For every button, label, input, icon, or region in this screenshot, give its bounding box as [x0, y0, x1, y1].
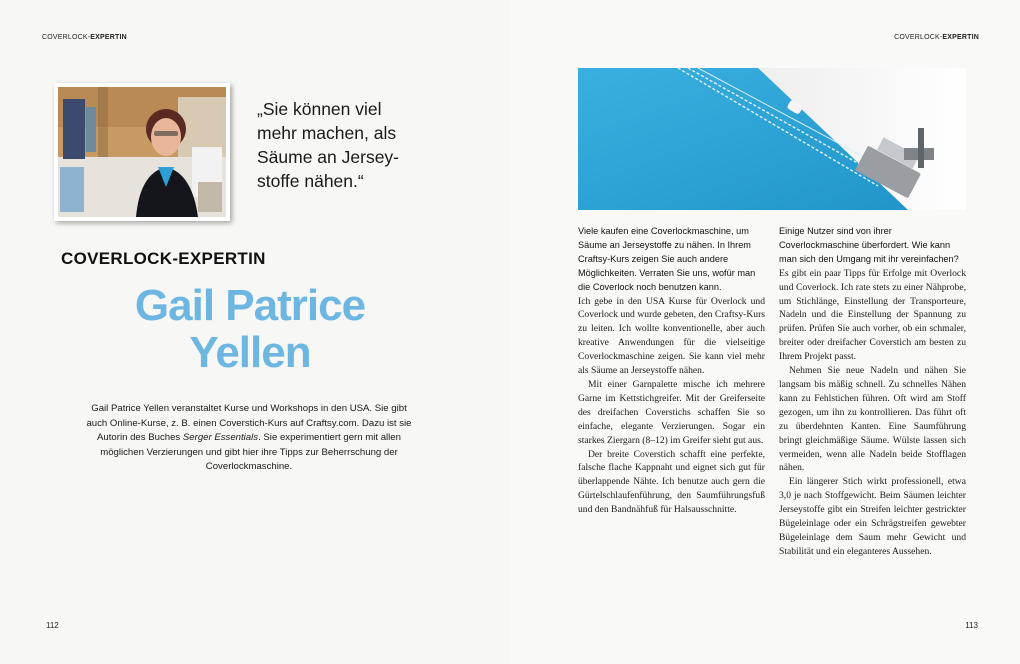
interview-question: Einige Nutzer sind von ihrer Coverlockmaschine überfordert. Wie kann man sich den Umgang mit ihr vereinfachen? — [779, 226, 959, 264]
expert-name — [60, 282, 440, 376]
portrait-image — [58, 87, 226, 217]
running-header-strong: EXPERTIN — [942, 34, 979, 41]
pull-quote-line: „Sie können viel — [257, 99, 382, 119]
interview-answer: Nehmen Sie neue Nadeln und nähen Sie langsam bis mäßig schnell. Zu schnelles Nähen kann zu Fehlstichen führen. Oft wird am Stoff gezogen, um ihn zu kontrollieren. Das führt oft zu überdehnten Kanten. Eine Saumführung bringt gleichmäßige Säume. Wülste lassen sich vermeiden, wenn alle Nadeln beide Stofflagen nähen. — [779, 365, 966, 474]
intro-text: . Sie experimentiert gern mit allen möglichen Verzierungen und gibt hier ihre Tipps zur Beherrschung der Coverlockmaschine. — [100, 432, 401, 473]
interview-column-1 — [578, 225, 765, 517]
portrait-photo — [54, 83, 230, 221]
pull-quote-line: stoffe nähen.“ — [257, 171, 364, 191]
expert-name-line: Gail Patrice — [134, 281, 366, 330]
interview-answer: Der breite Coverstich schafft eine perfekte, falsche flache Kappnaht und eignet sich gut für überlappende Nähte. Ich benutze auch gern die Gürtelschlaufenführung, den Saumführungsfuß und den Bandnähfuß für Halsausschnitte. — [578, 448, 765, 516]
intro-paragraph — [84, 402, 414, 475]
page-number-left: 112 — [46, 621, 59, 630]
running-header-strong: EXPERTIN — [90, 34, 127, 41]
sewing-image — [578, 68, 966, 210]
book-title: Serger Essentials — [182, 432, 259, 444]
pull-quote-line: Säume an Jersey- — [257, 147, 400, 167]
running-header-prefix: COVERLOCK- — [42, 34, 91, 41]
interview-answer: Ein längerer Stich wirkt professionell, etwa 3,0 je nach Stoffgewicht. Beim Säumen leichter Jerseystoffe gibt ein Streifen leichter gestrickter Bügeleinlage oder ein Schrägstreifen gewebter Bügeleinlage dem Saum mehr Gewicht und Stabilität und ein eleganteres Aussehen. — [779, 476, 966, 557]
sewing-machine-photo — [578, 68, 966, 210]
pull-quote — [257, 97, 437, 193]
intro-text: Gail Patrice Yellen veranstaltet Kurse und Workshops in den USA. Sie gibt auch Online-Kurse, z. B. einen Coverstich-Kurs auf Craftsy.com. Dazu ist sie Autorin des Buches — [86, 403, 412, 444]
interview-answer: Ich gebe in den USA Kurse für Overlock und Coverlock und wurde gebeten, den Craftsy-Kurs zu leiten. Ich wollte konventionelle, aber auch kreative Anwendungen für die vielseitige Coverlockmaschine zeigen. Sie kann viel mehr als Säume an Jerseystoffe nähen. — [578, 295, 765, 377]
page-number-right: 113 — [965, 621, 978, 630]
section-kicker: COVERLOCK-EXPERTIN — [61, 249, 266, 268]
running-header-left — [42, 34, 127, 41]
running-header-prefix: COVERLOCK- — [894, 34, 943, 41]
pull-quote-line: mehr machen, als — [257, 123, 397, 143]
running-header-right — [894, 34, 979, 41]
interview-column-2 — [779, 225, 966, 559]
expert-name-line: Yellen — [189, 328, 311, 377]
interview-question: Viele kaufen eine Coverlockmaschine, um Säume an Jerseystoffe zu nähen. In Ihrem Craftsy-Kurs zeigen Sie auch andere Möglichkeiten. Verraten Sie uns, wofür man die Coverlock noch benutzen kann. — [578, 226, 756, 292]
interview-answer: Mit einer Garnpalette mische ich mehrere Garne im Kettstichgreifer. Mit der Greiferseite des dreifachen Coverstichs schaffen Sie so einfache, elegante Verzierungen. Sogar ein starkes Ziergarn (8–12) im Greifer sieht gut aus. — [578, 378, 765, 446]
interview-answer: Es gibt ein paar Tipps für Erfolge mit Overlock und Coverlock. Ich rate stets zu einer Nähprobe, um Stichlänge, Einstellung der Transporteure, Nadeln und die Einstellung der Spannung zu prüfen. Prüfen Sie auch vorher, ob ein schmaler, breiter oder dreifacher Coverstich am besten zu Ihrem Projekt passt. — [779, 267, 966, 363]
